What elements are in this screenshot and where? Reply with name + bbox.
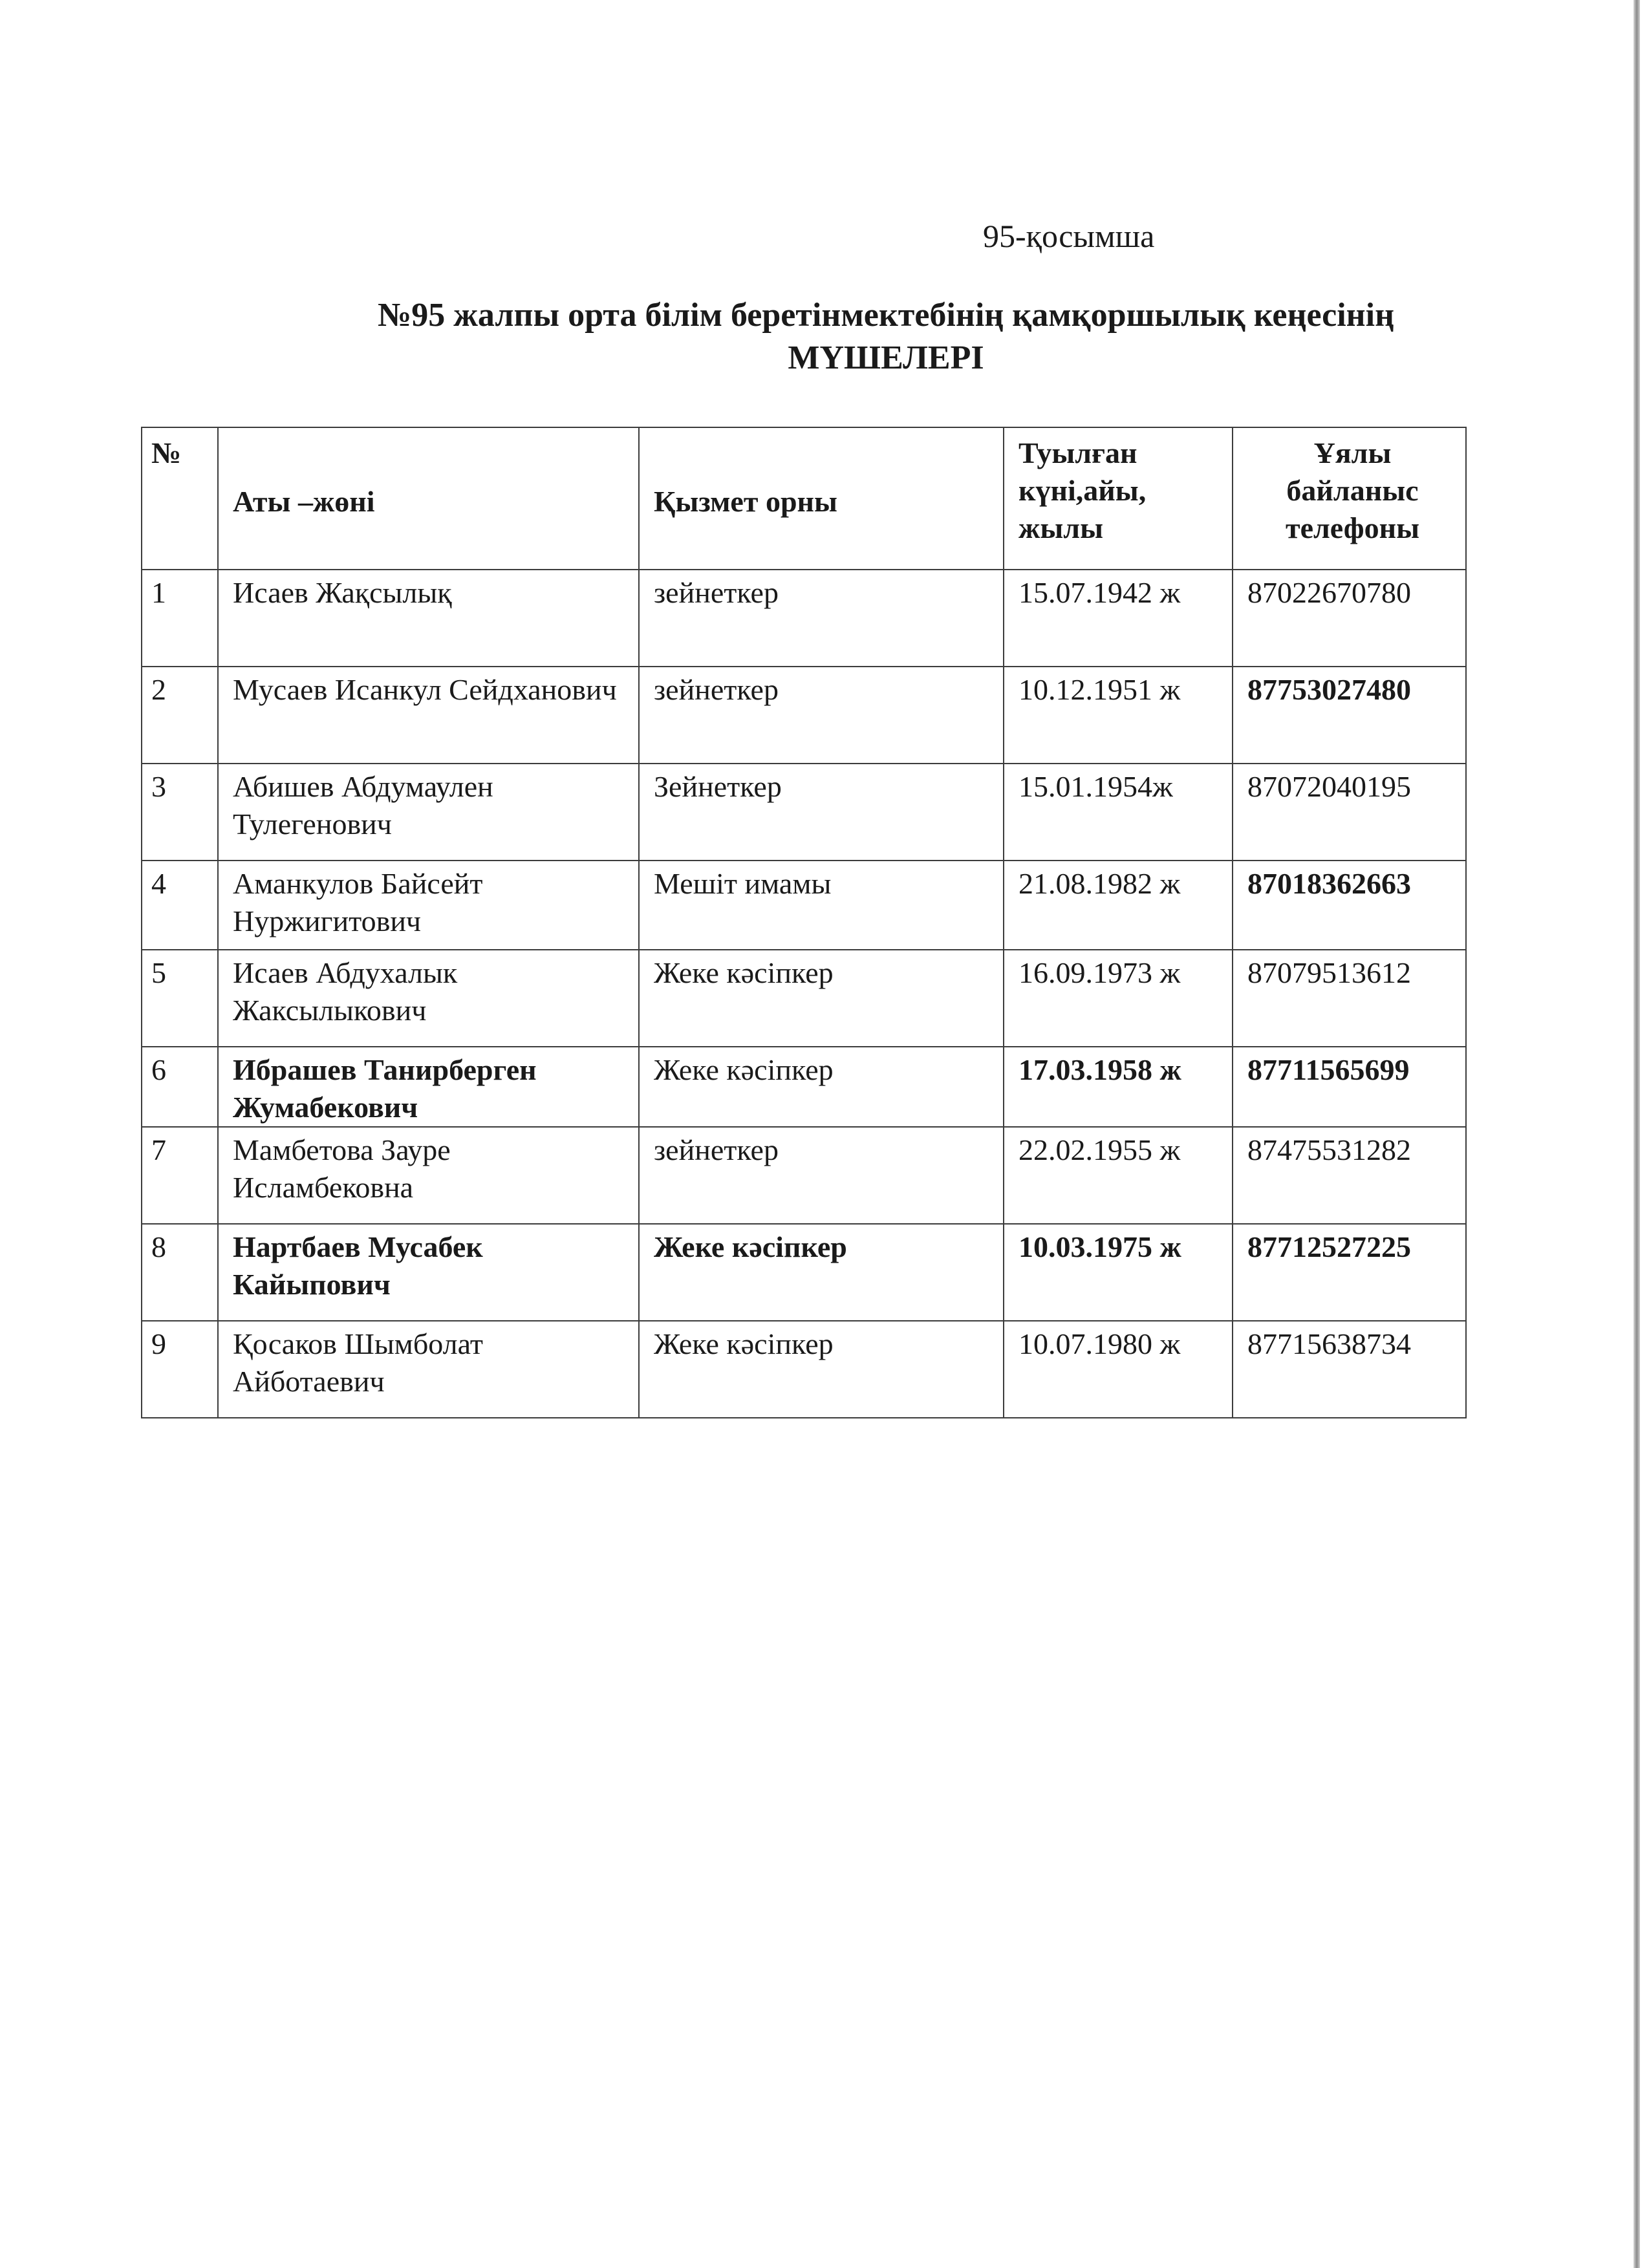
row-name: Исаев Жақсылық bbox=[218, 570, 639, 667]
row-name: Нартбаев Мусабек Кайыпович bbox=[218, 1224, 639, 1321]
row-number: 4 bbox=[142, 861, 218, 950]
row-job: зейнеткер bbox=[639, 1127, 1004, 1224]
table-row bbox=[142, 1047, 1466, 1127]
table-header-row bbox=[142, 427, 1466, 570]
row-number: 8 bbox=[142, 1224, 218, 1321]
table-row bbox=[142, 570, 1466, 667]
table-row bbox=[142, 950, 1466, 1047]
row-name: Исаев Абдухалык Жаксылыкович bbox=[218, 950, 639, 1047]
row-job: Жеке кәсіпкер bbox=[639, 1321, 1004, 1418]
row-phone: 87079513612 bbox=[1233, 950, 1466, 1047]
row-phone: 87711565699 bbox=[1233, 1047, 1466, 1127]
row-phone: 87475531282 bbox=[1233, 1127, 1466, 1224]
row-number: 7 bbox=[142, 1127, 218, 1224]
members-table bbox=[141, 427, 1467, 1418]
row-name: Аманкулов Байсейт Нуржигитович bbox=[218, 861, 639, 950]
row-job: Мешіт имамы bbox=[639, 861, 1004, 950]
row-birth-date: 15.07.1942 ж bbox=[1004, 570, 1233, 667]
row-birth-date: 21.08.1982 ж bbox=[1004, 861, 1233, 950]
document-title bbox=[194, 294, 1578, 380]
header-job: Қызмет орны bbox=[639, 427, 1004, 570]
row-birth-date: 17.03.1958 ж bbox=[1004, 1047, 1233, 1127]
row-job: Жеке кәсіпкер bbox=[639, 1047, 1004, 1127]
row-name: Қосаков Шымболат Айботаевич bbox=[218, 1321, 639, 1418]
table-row bbox=[142, 667, 1466, 764]
row-job: зейнеткер bbox=[639, 667, 1004, 764]
title-line-1: №95 жалпы орта білім беретінмектебінің қамқоршылық кеңесінің bbox=[377, 297, 1395, 334]
row-name: Мамбетова Зауре Исламбековна bbox=[218, 1127, 639, 1224]
row-name: Мусаев Исанкул Сейдханович bbox=[218, 667, 639, 764]
row-job: Жеке кәсіпкер bbox=[639, 1224, 1004, 1321]
row-phone: 87712527225 bbox=[1233, 1224, 1466, 1321]
scan-edge-shadow bbox=[1633, 0, 1640, 2268]
row-birth-date: 10.03.1975 ж bbox=[1004, 1224, 1233, 1321]
table-row bbox=[142, 861, 1466, 950]
row-job: Жеке кәсіпкер bbox=[639, 950, 1004, 1047]
row-birth-date: 15.01.1954ж bbox=[1004, 764, 1233, 861]
row-number: 5 bbox=[142, 950, 218, 1047]
table-row bbox=[142, 1224, 1466, 1321]
table-row bbox=[142, 1127, 1466, 1224]
row-birth-date: 10.07.1980 ж bbox=[1004, 1321, 1233, 1418]
row-job: Зейнеткер bbox=[639, 764, 1004, 861]
row-phone: 87715638734 bbox=[1233, 1321, 1466, 1418]
row-number: 6 bbox=[142, 1047, 218, 1127]
row-job: зейнеткер bbox=[639, 570, 1004, 667]
row-name: Ибрашев Танирберген Жумабекович bbox=[218, 1047, 639, 1127]
row-birth-date: 10.12.1951 ж bbox=[1004, 667, 1233, 764]
row-birth-date: 22.02.1955 ж bbox=[1004, 1127, 1233, 1224]
row-name: Абишев Абдумаулен Тулегенович bbox=[218, 764, 639, 861]
row-phone: 87018362663 bbox=[1233, 861, 1466, 950]
row-number: 3 bbox=[142, 764, 218, 861]
header-phone: Ұялы байланыс телефоны bbox=[1233, 427, 1466, 570]
header-number: № bbox=[142, 427, 218, 570]
annex-label: 95-қосымша bbox=[983, 218, 1155, 254]
row-birth-date: 16.09.1973 ж bbox=[1004, 950, 1233, 1047]
row-phone: 87022670780 bbox=[1233, 570, 1466, 667]
header-name: Аты –жөні bbox=[218, 427, 639, 570]
row-number: 9 bbox=[142, 1321, 218, 1418]
table-row bbox=[142, 1321, 1466, 1418]
row-phone: 87753027480 bbox=[1233, 667, 1466, 764]
row-number: 1 bbox=[142, 570, 218, 667]
title-line-2: МҮШЕЛЕРІ bbox=[788, 339, 984, 376]
row-number: 2 bbox=[142, 667, 218, 764]
header-birth-date: Туылған күні,айы, жылы bbox=[1004, 427, 1233, 570]
table-row bbox=[142, 764, 1466, 861]
row-phone: 87072040195 bbox=[1233, 764, 1466, 861]
